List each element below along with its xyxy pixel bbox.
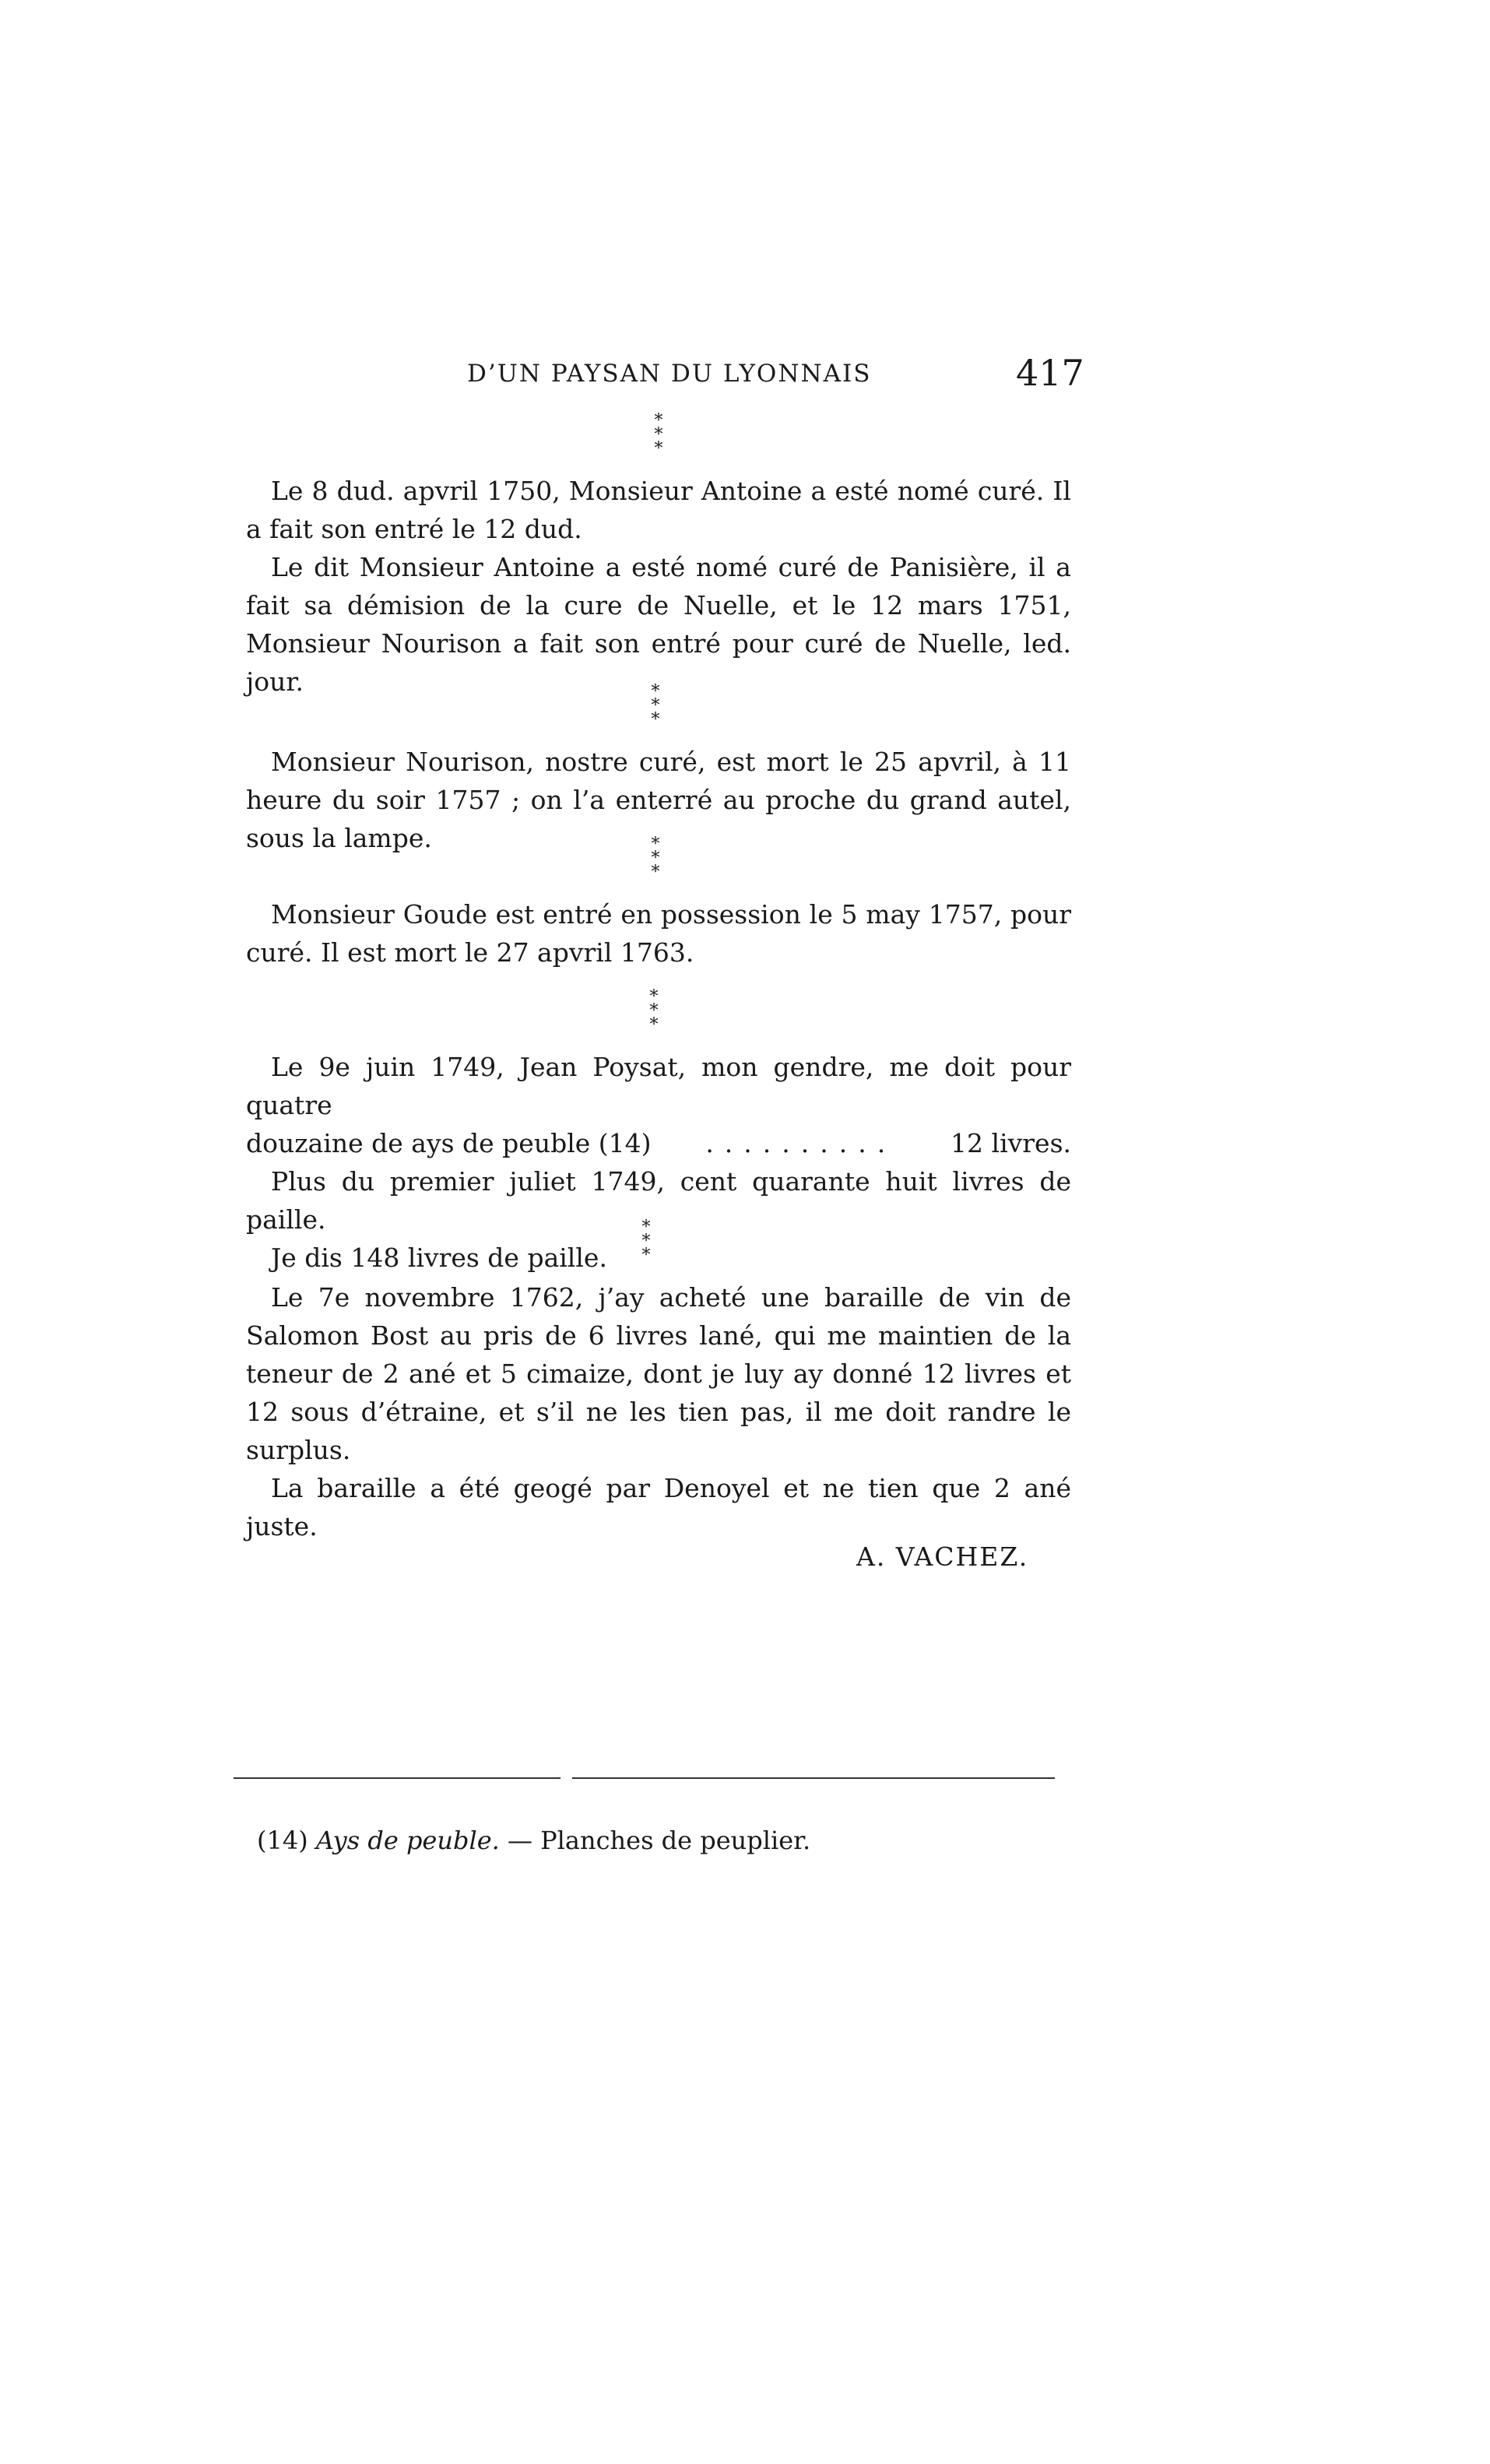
- author-signature: A. VACHEZ.: [856, 1541, 1029, 1572]
- footnote-dash: —: [507, 1826, 532, 1855]
- section-separator: * * *: [654, 411, 669, 459]
- footnote-term: Ays de peuble.: [315, 1826, 500, 1855]
- footnote: [257, 1826, 810, 1855]
- dot-leader-line: [246, 1124, 1071, 1162]
- leader-text: douzaine de ays de peuble (14): [246, 1128, 652, 1158]
- entry-paragraph: [246, 895, 1071, 972]
- paragraph-line: Le 7e novembre 1762, j’ay acheté une baraille de vin de Salomon Bost au pris de 6 livres lané, qui me maintien de la teneur de 2 ané et 5 cimaize, dont je luy ay donné 12 livres et 12 sous d’étraine, et s’il ne les tien pas, il me doit randre le surplus.: [246, 1282, 1071, 1465]
- paragraph-line: La baraille a été geogé par Denoyel et ne tien que 2 ané juste.: [246, 1473, 1071, 1541]
- paragraph-line: Le 9e juin 1749, Jean Poysat, mon gendre, me doit pour quatre: [246, 1052, 1071, 1120]
- footnote-definition: Planches de peuplier.: [540, 1826, 811, 1855]
- entry-paragraph: [246, 1278, 1071, 1545]
- header-title: D’UN PAYSAN DU LYONNAIS: [467, 360, 872, 388]
- footnote-rule: [234, 1777, 561, 1779]
- section-separator: * * *: [651, 835, 666, 882]
- section-separator: * * *: [641, 1218, 657, 1265]
- leader-dots: ..........: [705, 1128, 897, 1158]
- paragraph-line: Le 8 dud. apvril 1750, Monsieur Antoine a esté nomé curé. Il a fait son entré le 12 dud.: [246, 476, 1071, 544]
- paragraph-line: Le dit Monsieur Antoine a esté nomé curé de Panisière, il a fait sa démision de la cure de Nuelle, et le 12 mars 1751, Monsieur Nourison a fait son entré pour curé de Nuelle, led. jour.: [246, 552, 1071, 697]
- paragraph-line: Monsieur Nourison, nostre curé, est mort le 25 apvril, à 11 heure du soir 1757 ; on l’a enterré au proche du grand autel, sous la lampe.: [246, 747, 1071, 853]
- section-separator: * * *: [649, 987, 665, 1035]
- paragraph-line: Plus du premier juliet 1749, cent quarante huit livres de paille.: [246, 1166, 1071, 1235]
- leader-amount: 12 livres.: [951, 1128, 1071, 1158]
- paragraph-line: Monsieur Goude est entré en possession le 5 may 1757, pour curé. Il est mort le 27 apvril 1763.: [246, 899, 1071, 968]
- page-number: 417: [1016, 352, 1084, 394]
- footnote-number: (14): [257, 1826, 308, 1855]
- entry-paragraph: [246, 472, 1071, 701]
- footnote-rule: [572, 1777, 1055, 1779]
- paragraph-line: Je dis 148 livres de paille.: [271, 1243, 607, 1273]
- section-separator: * * *: [651, 682, 666, 729]
